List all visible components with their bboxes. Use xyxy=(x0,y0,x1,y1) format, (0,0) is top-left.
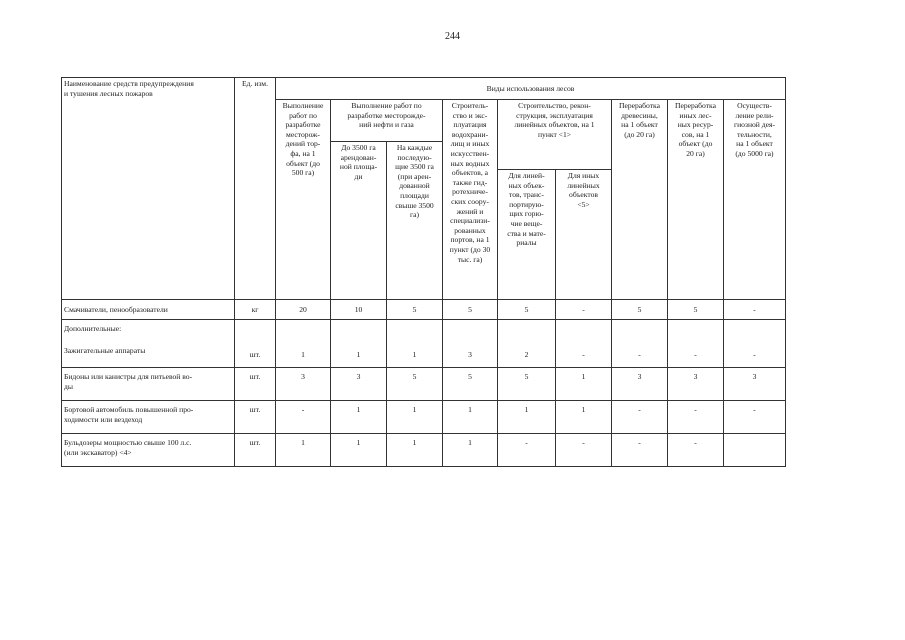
row-value: 3 xyxy=(668,368,724,401)
row-value: 5 xyxy=(668,300,724,320)
row-name: Бидоны или канистры для питьевой во- ды xyxy=(62,368,235,401)
row-value: 1 xyxy=(331,401,387,434)
header-linear-b: Для иных линейных объектов <5> xyxy=(556,170,612,300)
row-value: - xyxy=(668,401,724,434)
row-value: - xyxy=(556,434,612,467)
header-religious: Осуществ- ление рели- гиозной дея- тельности, на 1 объект (до 5000 га) xyxy=(724,100,786,300)
page-number: 244 xyxy=(445,31,460,42)
table-row xyxy=(62,368,786,401)
row-value: 1 xyxy=(556,401,612,434)
row-value: 3 xyxy=(276,368,331,401)
row-value: - xyxy=(556,320,612,368)
table-row xyxy=(62,320,786,368)
row-value: 1 xyxy=(276,434,331,467)
header-linear-group: Строительство, рекон- струкция, эксплуатация линейных объектов, на 1 пункт <1> xyxy=(498,100,612,170)
row-value: 1 xyxy=(556,368,612,401)
header-oilgas-group: Выполнение работ по разработке месторожде- ний нефти и газа xyxy=(331,100,443,142)
row-unit: шт. xyxy=(235,320,276,368)
row-value: 5 xyxy=(387,300,443,320)
fire-equipment-table xyxy=(61,77,786,467)
table-row xyxy=(62,434,786,467)
row-value xyxy=(724,434,786,467)
row-value: 2 xyxy=(498,320,556,368)
row-name xyxy=(62,320,235,368)
row-value: - xyxy=(668,320,724,368)
row-name: Бортовой автомобиль повышенной про- ходимости или вездеход xyxy=(62,401,235,434)
header-group-title: Виды использования лесов xyxy=(276,78,786,100)
row-value: 1 xyxy=(387,320,443,368)
row-name: Бульдозеры мощностью свыше 100 л.с. (или экскаватор) <4> xyxy=(62,434,235,467)
row-name-text: Зажигательные аппараты xyxy=(64,345,146,355)
row-value: - xyxy=(724,320,786,368)
row-value: 5 xyxy=(498,300,556,320)
row-value: - xyxy=(276,401,331,434)
row-value: 10 xyxy=(331,300,387,320)
row-value: 5 xyxy=(443,300,498,320)
header-oilgas-b: На каждые последую- щие 3500 га (при арен- дованной площади свыше 3500 га) xyxy=(387,142,443,300)
row-value: 1 xyxy=(331,434,387,467)
row-name: Смачиватели, пенообразователи xyxy=(62,300,235,320)
header-name: Наименование средств предупреждения и тушения лесных пожаров xyxy=(62,78,235,300)
row-value: - xyxy=(556,300,612,320)
header-other-resources: Переработка иных лес- ных ресур- сов, на 1 объект (до 20 га) xyxy=(668,100,724,300)
row-value: 5 xyxy=(443,368,498,401)
row-value: - xyxy=(668,434,724,467)
row-value: 1 xyxy=(387,401,443,434)
row-value: 1 xyxy=(498,401,556,434)
row-value: - xyxy=(612,401,668,434)
row-value: 3 xyxy=(724,368,786,401)
header-oilgas-a: До 3500 га арендован- ной площа- ди xyxy=(331,142,387,300)
table-row xyxy=(62,300,786,320)
row-value: 1 xyxy=(443,434,498,467)
row-unit: шт. xyxy=(235,434,276,467)
row-value: 1 xyxy=(387,434,443,467)
row-unit: кг xyxy=(235,300,276,320)
table-row xyxy=(62,401,786,434)
row-value: 3 xyxy=(331,368,387,401)
row-value: 3 xyxy=(443,320,498,368)
row-value: 5 xyxy=(387,368,443,401)
row-value: 1 xyxy=(331,320,387,368)
row-value: 20 xyxy=(276,300,331,320)
row-value: 3 xyxy=(612,368,668,401)
row-value: 5 xyxy=(498,368,556,401)
row-value: 1 xyxy=(443,401,498,434)
row-value: 5 xyxy=(612,300,668,320)
row-value: - xyxy=(612,320,668,368)
row-value: 1 xyxy=(276,320,331,368)
row-value: - xyxy=(612,434,668,467)
header-linear-a: Для линей- ных объек- тов, транс- портирую- щих горю- чие веще- ства и мате- риалы xyxy=(498,170,556,300)
header-unit: Ед. изм. xyxy=(235,78,276,300)
header-peat: Выполнение работ по разработке месторож- дений тор- фа, на 1 объект (до 500 га) xyxy=(276,100,331,300)
row-unit: шт. xyxy=(235,368,276,401)
header-reservoirs: Строитель- ство и экс- плуатация водохрани- лищ и иных искусствен- ных водных объектов, а также гид- ротехниче- ских соору- жений и специализи- рованных портов, на 1 пункт (до 30 тыс. га) xyxy=(443,100,498,300)
row-value: - xyxy=(498,434,556,467)
section-label: Дополнительные: xyxy=(64,324,122,333)
row-value: - xyxy=(724,300,786,320)
row-value: - xyxy=(724,401,786,434)
header-wood: Переработка древесины, на 1 объект (до 20 га) xyxy=(612,100,668,300)
row-unit: шт. xyxy=(235,401,276,434)
